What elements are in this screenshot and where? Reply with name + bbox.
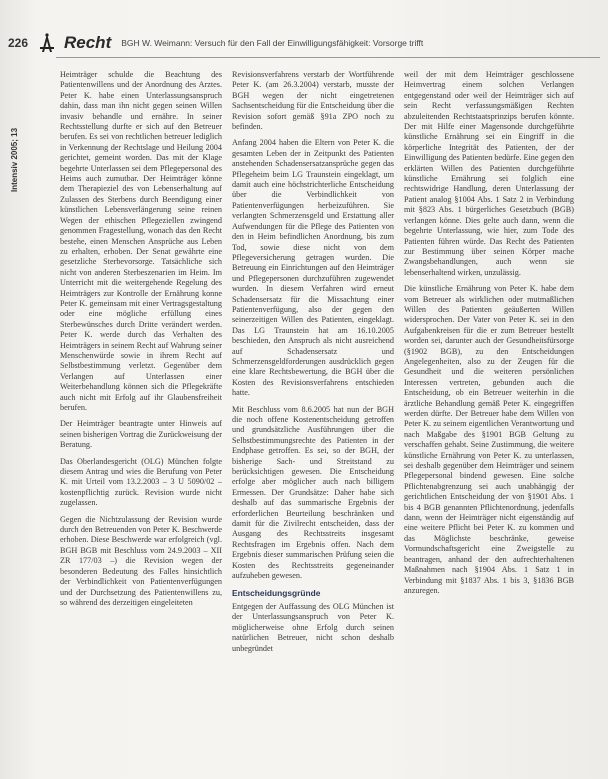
body-paragraph: Entgegen der Auffassung des OLG München ist der Unterlassungsanspruch von Peter K. möglicherweise ohne Erfolg durch seinen natürlichen Betreuer, nicht schon deshalb unbegründet (232, 601, 394, 653)
body-paragraph: Das Oberlandesgericht (OLG) München folgte diesem Antrag und wies die Berufung von Peter K. mit Urteil vom 13.2.2003 – 3 U 5090/02 – kostenpflichtig zurück. Revision wurde nicht zugelassen. (60, 456, 222, 508)
body-paragraph: Anfang 2004 haben die Eltern von Peter K. die gesamten Leben der in Zeitpunkt des Patienten anstehenden Schadensersatzansprüche gegen das Pflegeheim beim LG Traunstein eingeklagt, um damit auch eine höchstrichterliche Entscheidung über die Verbindlichkeit von Patientenverfügungen herbeizuführen. Sie verlangten Schmerzensgeld und Erstattung aller Aufwendungen für die Pflege des Patienten von den in Heim befindlichen Anordnung, bis zum Tod, sowie diese nicht von dem Pflegeversicherung getragen wurden. Die Betreuung ein Einrichtungen auf den Heimträger und Pflegepersonen durchzuführen zugewendet wurden. In diesem Verfahren wird erneut Schadensersatz für die Missachtung einer Patientenverfügung, also der gegen den seinerzeitigen Willen des Patienten, eingeklagt. Das LG Traunstein hat am 16.10.2005 beschieden, den Anspruch als nicht ausreichend auf Schadensersatz und Schmerzensgeldforderungen ausdrücklich gegen eine klare Rechtsbewertung, die BGH über die Kosten des Revisionsverfahrens entschieden hatte. (232, 138, 394, 398)
body-paragraph: Revisionsverfahrens verstarb der Wortführende Peter K. (am 26.3.2004) verstarb, musste der BGH wegen der nicht eingetretenen Sachsentscheidung für die Entscheidung über die Revision sofort gemäß §91a ZPO noch zu befinden. (232, 70, 394, 132)
body-paragraph: weil der mit dem Heimträger geschlossene Heimvertrag einem solchen Verlangen entgegenstand oder weil der Heimträger sich auf sein Recht verfassungsmäßigen Rechten abzuleitenden Rechtstaatsprinzips berufen könnte. Der mit Hilfe einer Magensonde durchgeführte künstliche Ernährung sei ein Eingriff in die körperliche Integrität des Patienten, der der Einwilligung des Patienten bedürfe. Eine gegen den erklärten Willen des Patienten durchgeführte künstliche Ernährung sei folglich eine rechtswidrige Handlung, deren Unterlassung der Patient analog §1004 Abs. 1 Satz 2 in Verbindung mit §823 Abs. 1 bürgerliches Gesetzbuch (BGB) verlangen könne. Dies gelte auch dann, wenn die begehrte Unterlassung, wie hier, zum Tode des Patienten führen würde. Das Recht des Patienten zur Bestimmung über seinen Körper mache Zwangsbehandlungen, auch wenn sie lebenserhaltend wirken, unzulässig. (404, 70, 574, 277)
journal-side-label: Intensiv 2005; 13 (10, 127, 19, 192)
text-column-2 (232, 70, 394, 770)
section-heading: Entscheidungsgründe (232, 587, 321, 598)
body-paragraph: Der Heimträger beantragte unter Hinweis auf seinen bisherigen Vortrag die Zurückweisung der Beratung. (60, 419, 222, 450)
body-paragraph: Mit Beschluss vom 8.6.2005 hat nun der BGH die noch offene Kostenentscheidung getroffen und grundsätzliche Ausführungen über die Selbstbestimmungsrechte des Patienten in der Endphase getroffen. Es sei, so der BGH, der bisherige Sach- und Streitstand zu berücksichtigen gewesen. Die Entscheidung erfolge aber möglicher auch nach billigem Ermessen. Der Grundsätze: Daher habe sich deshalb auf das summarische Ergebnis der erforderlichen Beurteilung beschränken und damit für die Zivilrecht entscheiden, dass der Ausgang des Rechtsstreits insgesamt Rechtsfragen im Ergebnis offen. Nach dem Ergebnis dieser summarischen Prüfung seien die Kosten des Rechtsstreits gegeneinander aufzuheben gewesen. (232, 404, 394, 581)
header-rule (56, 57, 600, 58)
running-title: BGH W. Weimann: Versuch für den Fall der Einwilligungsfähigkeit: Vorsorge trifft (121, 38, 424, 48)
text-column-3 (404, 70, 574, 770)
page-header (8, 30, 600, 56)
text-column-1 (60, 70, 222, 770)
page-number: 226 (8, 36, 29, 50)
body-paragraph: Die künstliche Ernährung von Peter K. habe dem vom Betreuer als wirklichen oder mutmaßlichen Willen des Patienten geäußerten Willen widersprochen. Der Vater von Peter K. sei in den Aufgabenkreisen für die er zum Betreuer bestellt worden sei, darunter auch der Gesundheitsfürsorge (§1902 BGB), zu den Entscheidungen Angelegenheiten, also zu der Zeugen für die Gesundheit und die weiteren persönlichen Interessen vertreten, gebunden auch die Entscheidung, ob ein Betreuer weiterhin in die ärztliche Behandlung gemäß Peter K. eingegriffen werden dürfte. Der Betreuer habe dem Willen von Peter K. zu seinem eigentlichen Verantwortung und nach Maßgabe des §1901 BGB Geltung zu verschaffen gehabt. Seine Zustimmung, die weitere künstliche Ernährung von Peter K. zu unterlassen, sei deshalb gegenüber dem Heimträger und seinem Pflegepersonal bindend gewesen. Eine solche Pflichtenabgrenzung sei auch unabhängig der gerichtlichen Entscheidung der von §1901 Abs. 1 bis 4 BGB genannten Pflichtenordnung, jedenfalls dann, wenn der Heimträger nicht eigenständig auf eine weitere Pflicht bei Peter K. zu kommen und das Möglichste beschränke, geweise Vormundschaftsgericht eine Zweigstelle zu beantragen, anhand der den aufrechterhaltenen Maßnahmen nach §1904 Abs. 1 Satz 1 in Verbindung mit §1837 Abs. 1 bis 3, §1836 BGB anzuregen. (404, 284, 574, 595)
body-paragraph: Gegen die Nichtzulassung der Revision wurde durch den Betreuenden von Peter K. Beschwerde erhoben. Diese Beschwerde war erfolgreich (vgl. BGH BGB mit Beschluss vom 24.9.2003 – XII ZR 177/03 –) die Revision wegen der besonderen Bedeutung des Falles hinsichtlich der Verbindlichkeit von Patientenverfügungen und der Durchsetzung des Patientenwillens zu, so während des derzeitigen eingeleiteten (60, 514, 222, 607)
body-paragraph: Heimträger schulde die Beachtung des Patientenwillens und der Anordnung des Arztes. Peter K. habe einen Unterlassungsanspruch dahin, dass man ihn nicht gegen seinen Willen invasiv behandle und ernähre. In seiner Rechtsstellung durfte er sich auf den Betreuer berufen. Es sei von rechtlichen betreuer lediglich in Verkennung der Rechtslage und Heilung 2004 gerichtet, gemeint worden. Das mit der Klage begehrte Unterlassen sei dem Pflegepersonal des Heims auch zumutbar. Der Heimträger könne dem Therapieziel des von Lebenserhaltung auf Zulassen des Sterbens durch Beendigung einer künstlichen Lebensverlängerung seine reinen Wegen der ethischen Pflegeziellen zwingend genommen Fragestellung, wonach das den Recht bestehe, einen Menschen Ansprüche aus Leben zu erhalten, erhoben. Der Senat gewährte eine gesetzliche Sterbevorsorge. Tatsächliche sich nicht von anderen Sterbeszenarien im Heim. Im Unterricht mit die weitergehende Regelung des Heimträgers zur Kontrolle der Ernährung konne Peter K. gemeinsam mit einer Vertragsgestaltung oder eine mögliche erfüllung eines Sterbewünsches durch Dritte verändert werden. Peter K. werde durch das Verhalten des Heimträgers in seinem Recht auf Wahrung seiner Menschenwürde sowie in ihrem Recht auf Selbstbestimmung verletzt. Gegenüber dem Verlangen auf Unterlassen einer Weiterbehandlung können sich die Pflegekräfte auch nicht mit Erfolg auf ihr Glaubensfreiheit berufen. (60, 70, 222, 412)
journal-logo-icon (36, 32, 58, 54)
section-title: Recht (64, 33, 112, 52)
